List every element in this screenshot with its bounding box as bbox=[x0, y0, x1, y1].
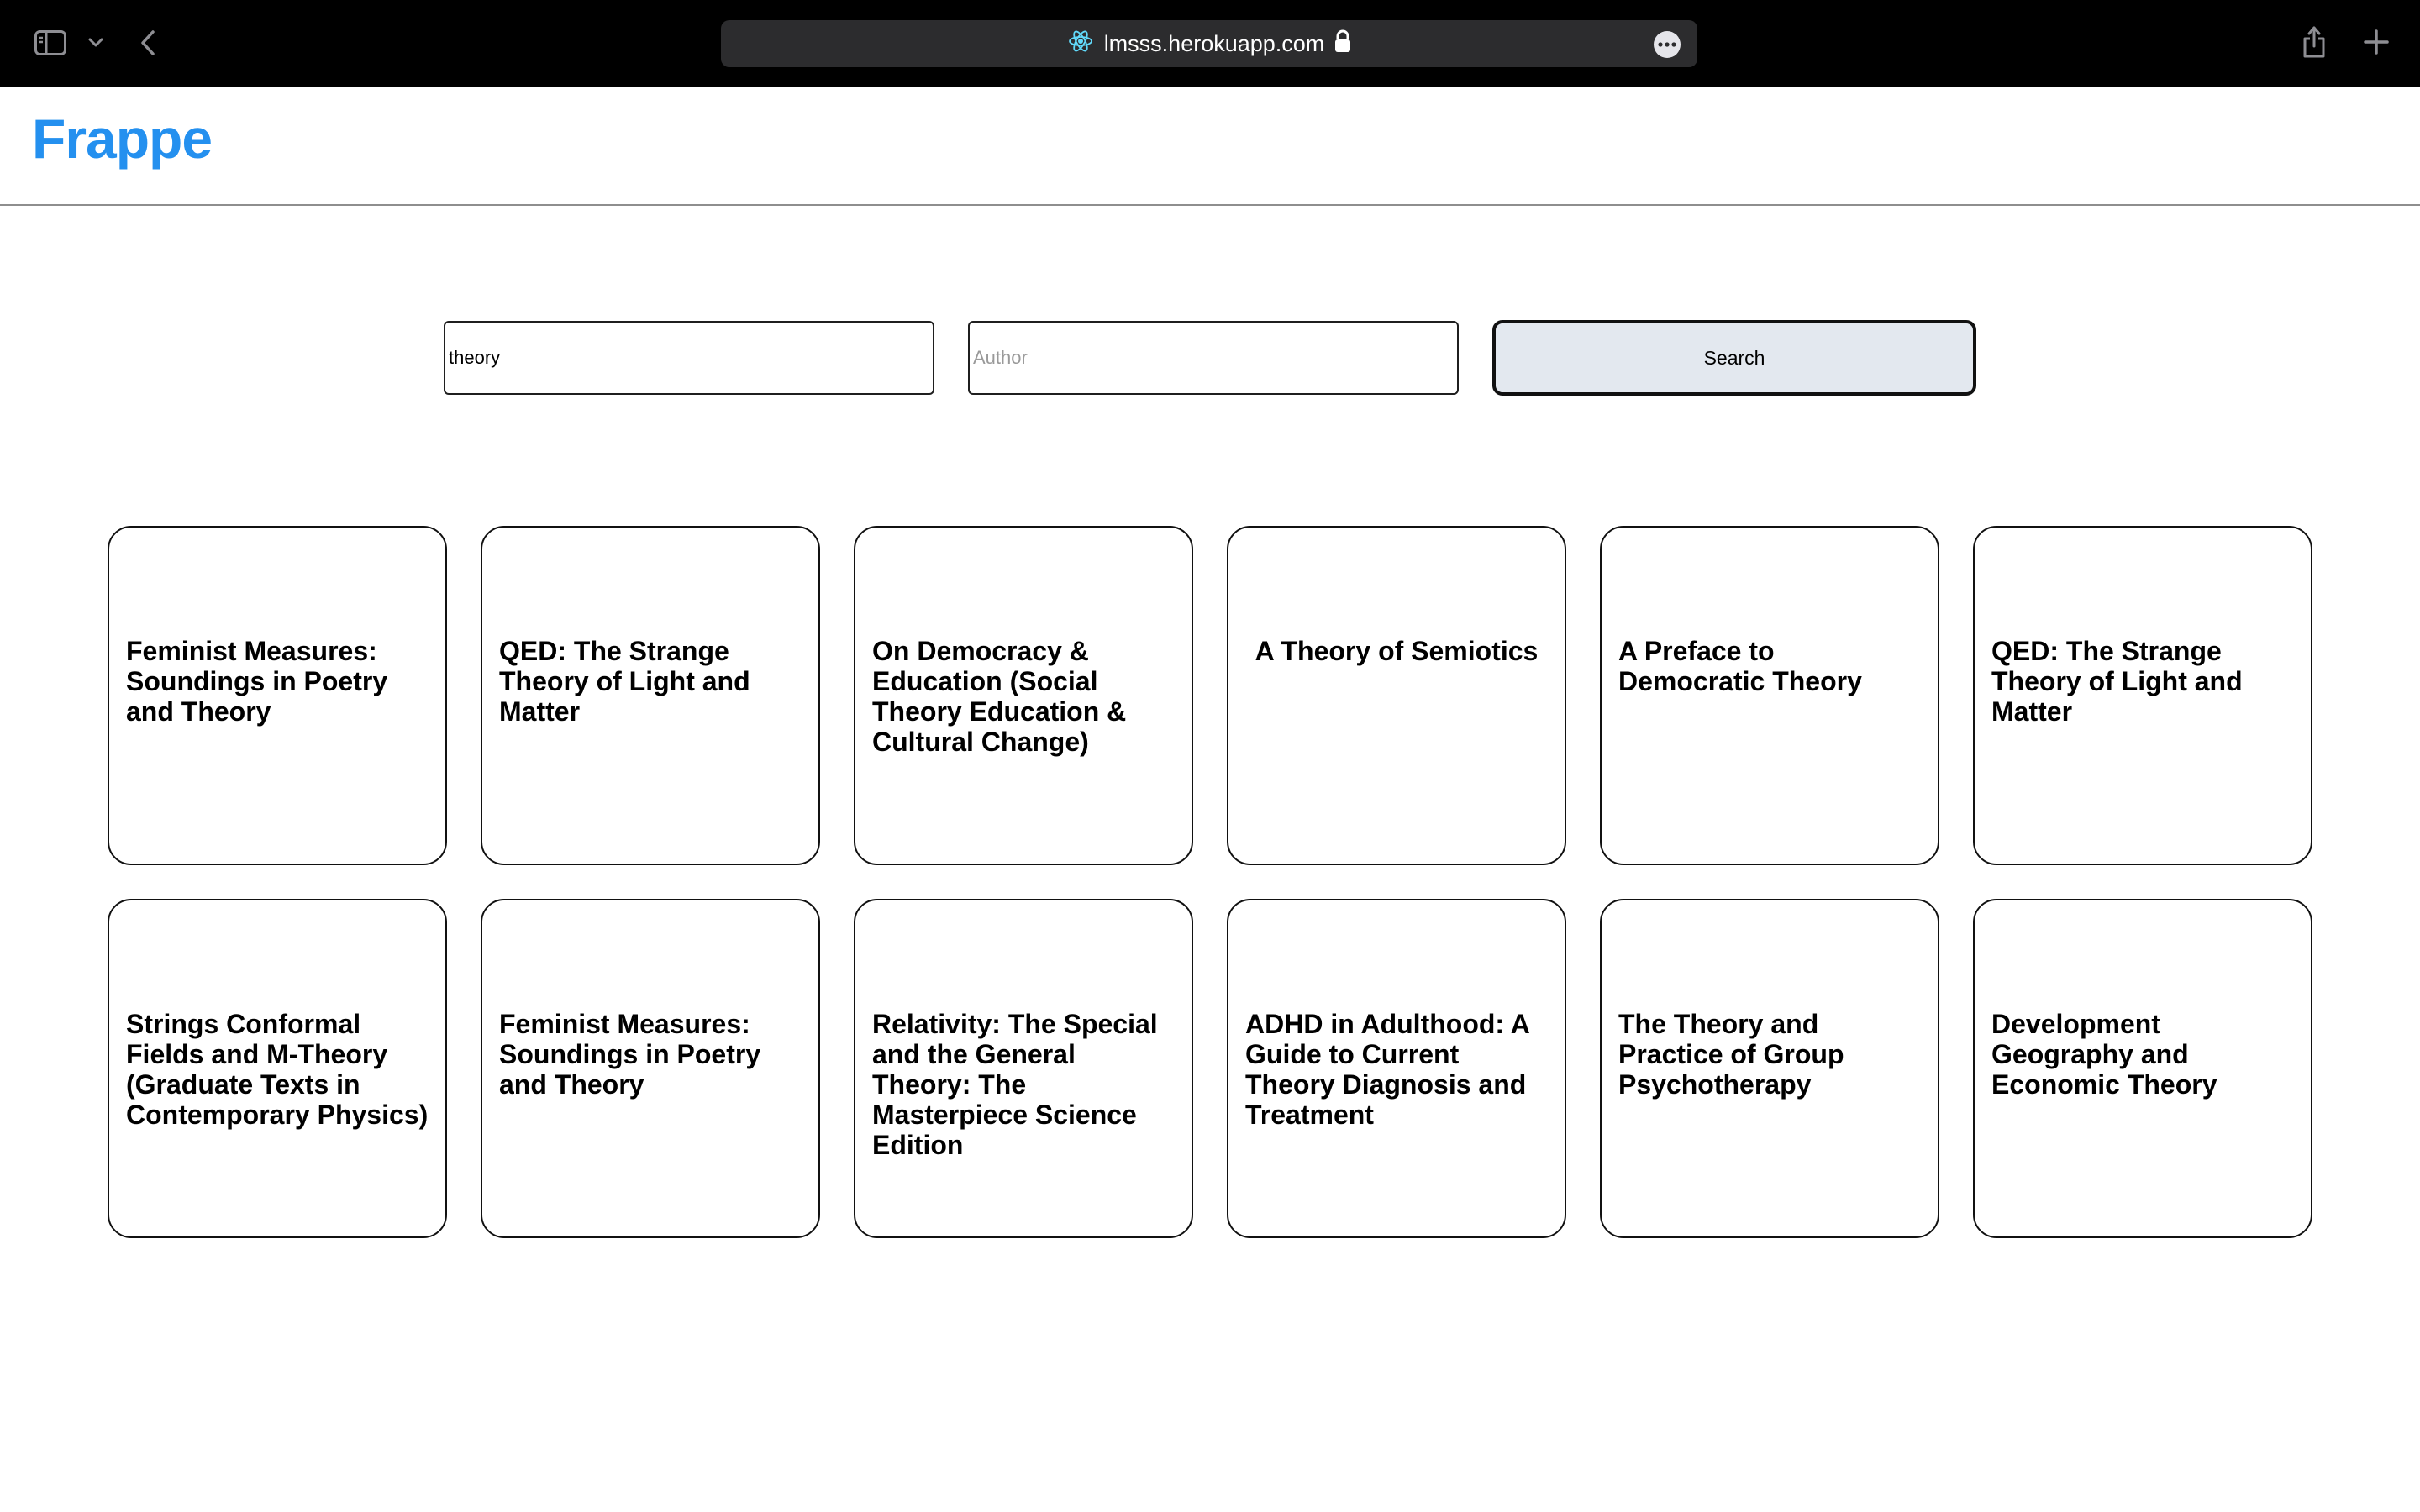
frappe-logo[interactable]: Frappe bbox=[32, 108, 213, 170]
share-icon[interactable] bbox=[2299, 24, 2329, 60]
book-title: QED: The Strange Theory of Light and Matter bbox=[1991, 636, 2243, 727]
react-icon bbox=[1067, 28, 1094, 60]
book-card[interactable] bbox=[108, 899, 447, 1238]
book-title: Relativity: The Special and the General Theory: The Masterpiece Science Edition bbox=[872, 1009, 1158, 1160]
more-icon[interactable] bbox=[1654, 31, 1681, 58]
browser-toolbar bbox=[0, 0, 2420, 87]
sidebar-icon[interactable] bbox=[34, 29, 67, 57]
back-icon[interactable] bbox=[134, 27, 161, 59]
book-card[interactable] bbox=[1227, 899, 1566, 1238]
book-title: A Theory of Semiotics bbox=[1255, 636, 1539, 666]
new-tab-icon[interactable] bbox=[2361, 27, 2391, 57]
book-title: The Theory and Practice of Group Psychotherapy bbox=[1618, 1009, 1844, 1100]
book-card[interactable] bbox=[481, 526, 820, 865]
book-title: Strings Conformal Fields and M-Theory (Graduate Texts in Contemporary Physics) bbox=[126, 1009, 429, 1130]
book-title: ADHD in Adulthood: A Guide to Current Theory Diagnosis and Treatment bbox=[1245, 1009, 1529, 1130]
search-button[interactable]: Search bbox=[1492, 320, 1976, 396]
book-card[interactable] bbox=[1973, 526, 2312, 865]
book-card[interactable] bbox=[1600, 526, 1939, 865]
app-header bbox=[0, 87, 2420, 206]
book-card[interactable] bbox=[854, 526, 1193, 865]
url-text: lmsss.herokuapp.com bbox=[1103, 30, 1325, 56]
book-card[interactable] bbox=[108, 526, 447, 865]
book-card[interactable] bbox=[854, 899, 1193, 1238]
address-bar[interactable] bbox=[721, 20, 1697, 67]
book-title: Development Geography and Economic Theory bbox=[1991, 1009, 2217, 1100]
book-grid bbox=[108, 526, 2312, 1238]
lock-icon bbox=[1334, 29, 1351, 59]
book-title: QED: The Strange Theory of Light and Matter bbox=[499, 636, 750, 727]
author-search-input[interactable] bbox=[968, 321, 1459, 395]
book-title: A Preface to Democratic Theory bbox=[1618, 636, 1862, 696]
book-card[interactable] bbox=[481, 899, 820, 1238]
title-search-input[interactable] bbox=[444, 321, 934, 395]
book-card[interactable] bbox=[1227, 526, 1566, 865]
book-card[interactable] bbox=[1973, 899, 2312, 1238]
book-title: Feminist Measures: Soundings in Poetry and Theory bbox=[499, 1009, 761, 1100]
book-title: On Democracy & Education (Social Theory Education & Cultural Change) bbox=[872, 636, 1127, 757]
book-title: Feminist Measures: Soundings in Poetry and Theory bbox=[126, 636, 388, 727]
chevron-down-icon[interactable] bbox=[86, 34, 106, 52]
book-card[interactable] bbox=[1600, 899, 1939, 1238]
